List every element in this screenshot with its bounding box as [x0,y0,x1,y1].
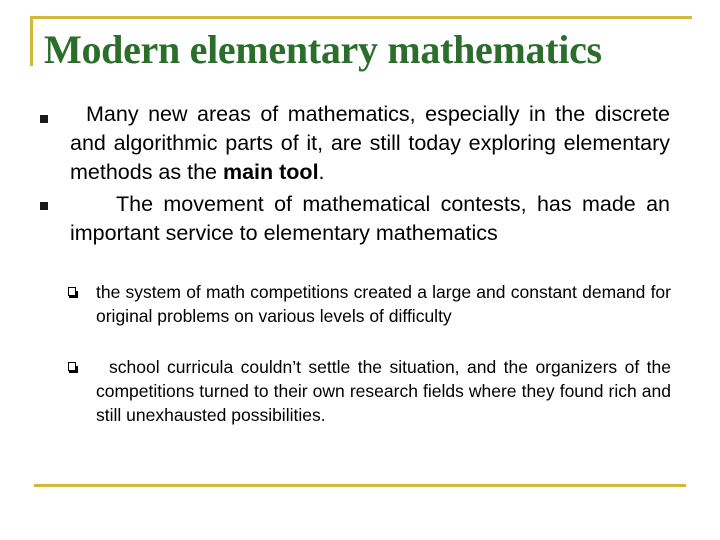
square-bullet-icon [40,202,48,210]
sub-bullet-2 [96,355,671,427]
bullet-2-text: The movement of mathematical contests, has made an important service to elementary mathematics [70,192,670,245]
bullet-1-text-start: Many new areas of mathematics, especially in the discrete and algorithmic parts of it, are still today exploring elementary methods as the [70,102,670,184]
sub-bullet-2-text: school curricula couldn’t settle the situation, and the organizers of the competitions turned to their own research fields where they found rich and still unexhausted possibilities. [96,357,671,425]
bullet-1-emphasis: main tool [222,160,319,184]
left-rule [30,16,33,66]
top-rule [30,16,692,19]
bullet-1-text-end: . [318,160,325,184]
square-bullet-icon [40,115,48,123]
hollow-square-bullet-icon [68,362,76,371]
hollow-square-bullet-icon [68,287,76,296]
bullet-1 [70,100,670,187]
bottom-rule [34,484,686,487]
slide-title: Modern elementary mathematics [44,27,602,72]
bullet-2 [70,190,670,248]
sub-bullet-1: the system of math competitions created a large and constant demand for original problems on various levels of difficulty [96,282,671,326]
